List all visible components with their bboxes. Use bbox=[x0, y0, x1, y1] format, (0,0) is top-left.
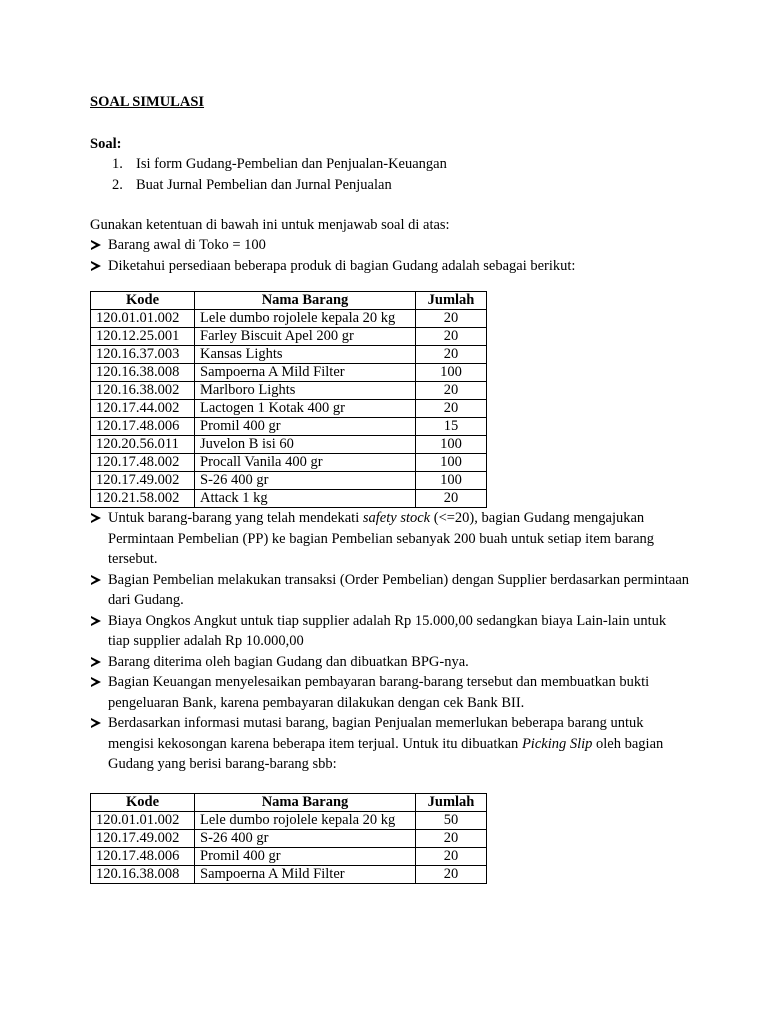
header-kode: Kode bbox=[91, 793, 195, 811]
bullet-item bbox=[90, 256, 690, 277]
table-row bbox=[91, 400, 487, 418]
table-header-row bbox=[91, 292, 487, 310]
cell-kode: 120.16.38.008 bbox=[91, 865, 195, 883]
header-kode: Kode bbox=[91, 292, 195, 310]
task-item bbox=[90, 154, 690, 175]
cell-jumlah: 20 bbox=[416, 328, 487, 346]
cell-nama: Marlboro Lights bbox=[195, 382, 416, 400]
table-row bbox=[91, 829, 487, 847]
bullet-text: Bagian Pembelian melakukan transaksi (Order Pembelian) dengan Supplier berdasarkan permintaan dari Gudang. bbox=[108, 571, 690, 608]
cell-nama: Juvelon B isi 60 bbox=[195, 436, 416, 454]
cell-jumlah: 100 bbox=[416, 436, 487, 454]
cell-jumlah: 100 bbox=[416, 472, 487, 490]
table-row bbox=[91, 472, 487, 490]
picking-slip-table bbox=[90, 793, 487, 884]
bullet-text: Berdasarkan informasi mutasi barang, bagian Penjualan memerlukan beberapa barang untuk mengisi kekosongan karena beberapa item terjual. Untuk itu dibuatkan bbox=[108, 715, 644, 752]
cell-jumlah: 100 bbox=[416, 454, 487, 472]
bullet-text: Bagian Keuangan menyelesaikan pembayaran barang-barang tersebut dan membuatkan bukti pengeluaran Bank, karena pembayaran dilakukan dengan cek Bank BII. bbox=[108, 674, 650, 711]
bullet-item bbox=[90, 672, 690, 713]
bullet-text: Barang awal di Toko = 100 bbox=[108, 237, 266, 253]
cell-kode: 120.17.44.002 bbox=[91, 400, 195, 418]
document-title: SOAL SIMULASI bbox=[90, 94, 205, 110]
cell-nama: S-26 400 gr bbox=[195, 829, 416, 847]
cell-kode: 120.12.25.001 bbox=[91, 328, 195, 346]
table-row bbox=[91, 382, 487, 400]
bullet-text: Barang diterima oleh bagian Gudang dan dibuatkan BPG-nya. bbox=[108, 653, 469, 670]
cell-jumlah: 20 bbox=[416, 490, 487, 508]
header-nama-barang: Nama Barang bbox=[195, 793, 416, 811]
cell-kode: 120.17.49.002 bbox=[91, 472, 195, 490]
table-row bbox=[91, 346, 487, 364]
cell-nama: Lele dumbo rojolele kepala 20 kg bbox=[195, 811, 416, 829]
bullet-item bbox=[90, 235, 690, 256]
cell-jumlah: 20 bbox=[416, 310, 487, 328]
cell-jumlah: 50 bbox=[416, 811, 487, 829]
bullet-item bbox=[90, 508, 690, 570]
bullet-item bbox=[90, 713, 690, 775]
table-row bbox=[91, 364, 487, 382]
cell-kode: 120.16.37.003 bbox=[91, 346, 195, 364]
bullet-text: (<=20), bagian Gudang mengajukan Permintaan Pembelian (PP) ke bagian Pembelian sebanyak 200 buah untuk setiap item barang tersebut. bbox=[108, 510, 655, 567]
cell-nama: Promil 400 gr bbox=[195, 418, 416, 436]
cell-jumlah: 20 bbox=[416, 829, 487, 847]
cell-kode: 120.01.01.002 bbox=[91, 811, 195, 829]
cell-kode: 120.16.38.002 bbox=[91, 382, 195, 400]
cell-jumlah: 20 bbox=[416, 847, 487, 865]
cell-nama: Promil 400 gr bbox=[195, 847, 416, 865]
bullet-item bbox=[90, 570, 690, 611]
cell-jumlah: 20 bbox=[416, 865, 487, 883]
task-text: Buat Jurnal Pembelian dan Jurnal Penjualan bbox=[136, 177, 392, 193]
task-number: 2. bbox=[112, 177, 123, 193]
bullet-item bbox=[90, 652, 690, 673]
bullet-item bbox=[90, 611, 690, 652]
table-row bbox=[91, 811, 487, 829]
cell-kode: 120.16.38.008 bbox=[91, 364, 195, 382]
bullet-text: Untuk barang-barang yang telah mendekati bbox=[108, 510, 363, 526]
cell-kode: 120.17.48.006 bbox=[91, 847, 195, 865]
soal-label: Soal: bbox=[90, 136, 122, 152]
header-nama-barang: Nama Barang bbox=[195, 292, 416, 310]
cell-kode: 120.21.58.002 bbox=[91, 490, 195, 508]
cell-jumlah: 20 bbox=[416, 346, 487, 364]
cell-kode: 120.17.48.002 bbox=[91, 454, 195, 472]
cell-nama: Lactogen 1 Kotak 400 gr bbox=[195, 400, 416, 418]
header-jumlah: Jumlah bbox=[416, 793, 487, 811]
inventory-table bbox=[90, 291, 487, 508]
table-row bbox=[91, 865, 487, 883]
cell-nama: S-26 400 gr bbox=[195, 472, 416, 490]
cell-nama: Sampoerna A Mild Filter bbox=[195, 364, 416, 382]
top-bullet-list bbox=[90, 235, 690, 277]
table-row bbox=[91, 847, 487, 865]
cell-kode: 120.20.56.011 bbox=[91, 436, 195, 454]
task-list bbox=[90, 154, 690, 196]
task-text: Isi form Gudang-Pembelian dan Penjualan-Keuangan bbox=[136, 156, 447, 172]
bottom-bullet-list bbox=[90, 508, 690, 775]
table-row bbox=[91, 310, 487, 328]
bullet-text: Diketahui persediaan beberapa produk di bagian Gudang adalah sebagai berikut: bbox=[108, 258, 576, 274]
cell-jumlah: 20 bbox=[416, 382, 487, 400]
cell-nama: Kansas Lights bbox=[195, 346, 416, 364]
cell-kode: 120.17.49.002 bbox=[91, 829, 195, 847]
cell-jumlah: 100 bbox=[416, 364, 487, 382]
table-row bbox=[91, 454, 487, 472]
table-row bbox=[91, 328, 487, 346]
cell-nama: Attack 1 kg bbox=[195, 490, 416, 508]
cell-nama: Sampoerna A Mild Filter bbox=[195, 865, 416, 883]
intro-text: Gunakan ketentuan di bawah ini untuk menjawab soal di atas: bbox=[90, 217, 450, 233]
document-page bbox=[90, 92, 690, 884]
cell-nama: Lele dumbo rojolele kepala 20 kg bbox=[195, 310, 416, 328]
task-number: 1. bbox=[112, 156, 123, 172]
table-row bbox=[91, 436, 487, 454]
cell-kode: 120.17.48.006 bbox=[91, 418, 195, 436]
header-jumlah: Jumlah bbox=[416, 292, 487, 310]
table-row bbox=[91, 490, 487, 508]
picking-slip-term: Picking Slip bbox=[521, 735, 593, 752]
safety-stock-term: safety stock bbox=[362, 510, 431, 526]
table-header-row bbox=[91, 793, 487, 811]
table-row bbox=[91, 418, 487, 436]
bullet-text: Biaya Ongkos Angkut untuk tiap supplier adalah Rp 15.000,00 sedangkan biaya Lain-lain untuk tiap supplier adalah Rp 10.000,00 bbox=[108, 612, 667, 649]
cell-jumlah: 15 bbox=[416, 418, 487, 436]
task-item bbox=[90, 175, 690, 196]
cell-kode: 120.01.01.002 bbox=[91, 310, 195, 328]
cell-nama: Procall Vanila 400 gr bbox=[195, 454, 416, 472]
cell-nama: Farley Biscuit Apel 200 gr bbox=[195, 328, 416, 346]
bullet-text: oleh bagian Gudang yang berisi barang-barang sbb: bbox=[108, 735, 664, 772]
cell-jumlah: 20 bbox=[416, 400, 487, 418]
